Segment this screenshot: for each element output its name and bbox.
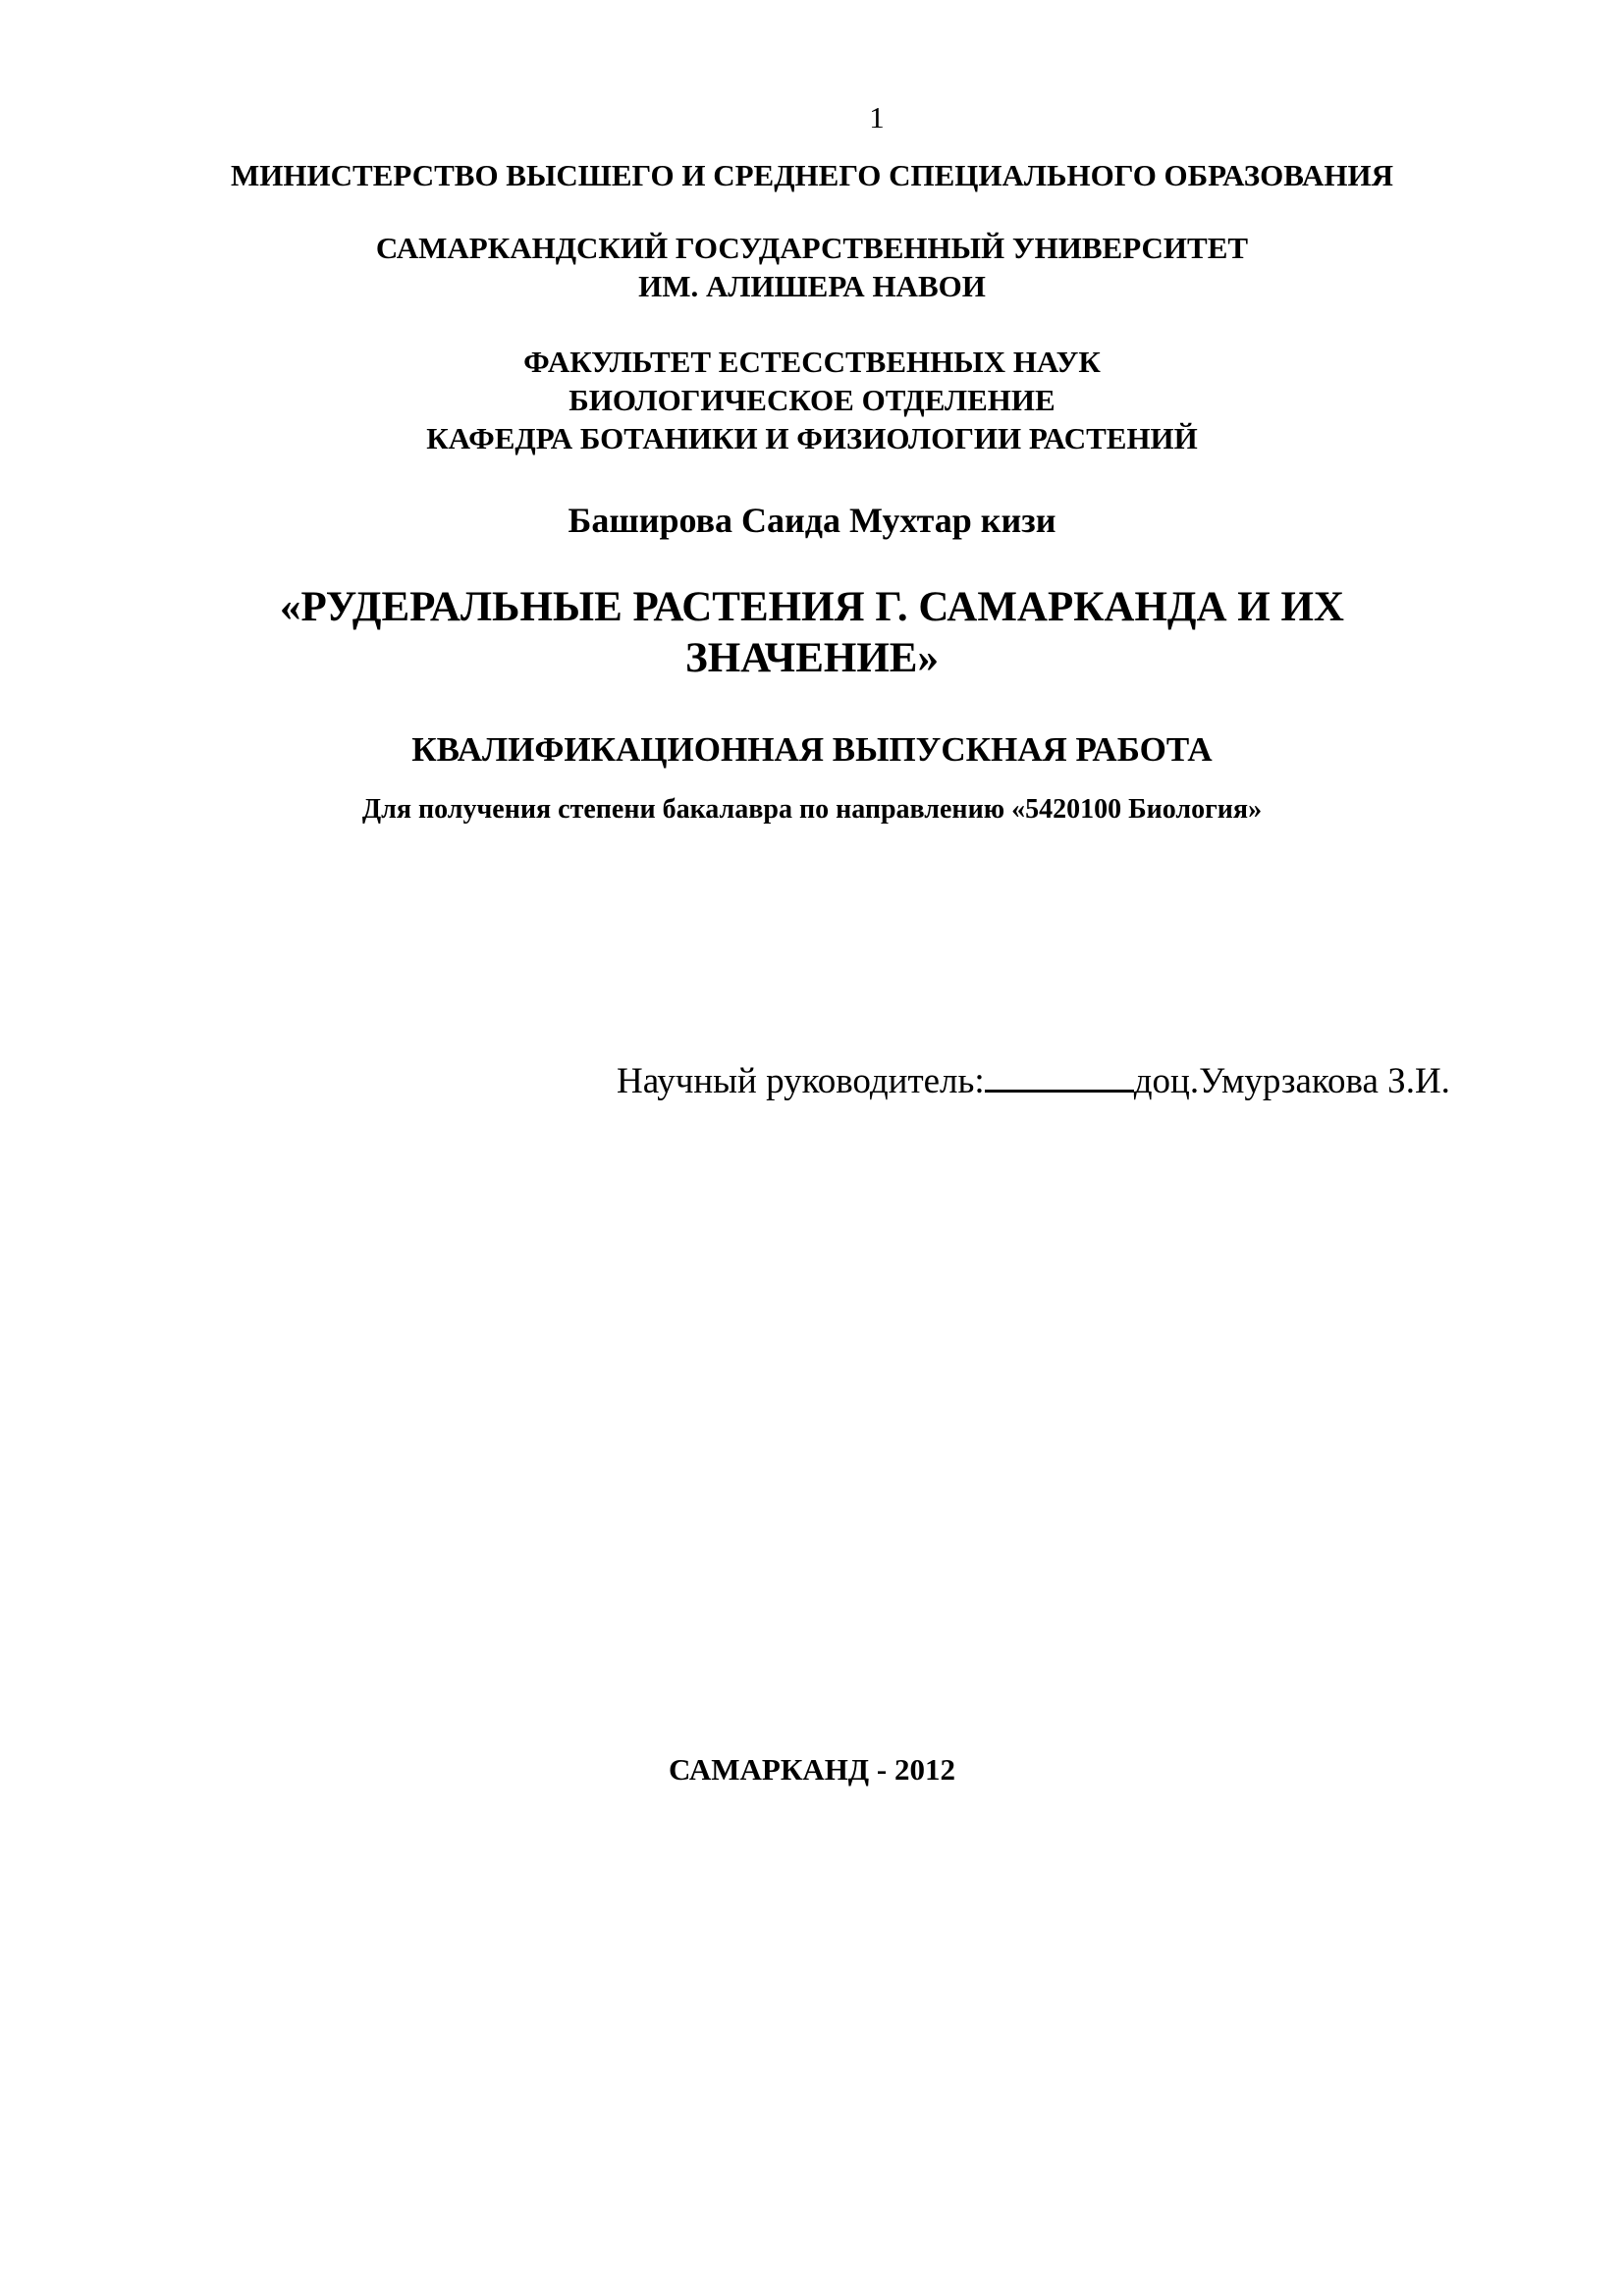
university-name-line-2: ИМ. АЛИШЕРА НАВОИ <box>638 269 986 303</box>
supervisor-label: Научный руководитель: <box>617 1061 985 1101</box>
work-type: КВАЛИФИКАЦИОННАЯ ВЫПУСКНАЯ РАБОТА <box>411 730 1213 769</box>
signature-blank <box>985 1060 1134 1093</box>
author-name: Баширова Саида Мухтар кизи <box>568 501 1056 540</box>
city-year: САМАРКАНД - 2012 <box>669 1752 955 1787</box>
degree-line: Для получения степени бакалавра по направлению «5420100 Биология» <box>361 794 1263 825</box>
supervisor-name: доц.Умурзакова З.И. <box>1133 1061 1450 1101</box>
department-name: БИОЛОГИЧЕСКОЕ ОТДЕЛЕНИЕ <box>568 383 1056 417</box>
faculty-name: ФАКУЛЬТЕТ ЕСТЕССТВЕННЫХ НАУК <box>523 345 1101 379</box>
thesis-title-line-1: «РУДЕРАЛЬНЫЕ РАСТЕНИЯ Г. САМАРКАНДА И ИХ <box>280 584 1344 630</box>
ministry-heading: МИНИСТЕРСТВО ВЫСШЕГО И СРЕДНЕГО СПЕЦИАЛЬНОГО ОБРАЗОВАНИЯ <box>231 158 1393 192</box>
page-number: 1 <box>869 100 885 134</box>
university-name-line-1: САМАРКАНДСКИЙ ГОСУДАРСТВЕННЫЙ УНИВЕРСИТЕТ <box>375 231 1249 265</box>
thesis-title-line-2: ЗНАЧЕНИЕ» <box>685 635 939 681</box>
supervisor-line <box>617 1060 1450 1099</box>
chair-name: КАФЕДРА БОТАНИКИ И ФИЗИОЛОГИИ РАСТЕНИЙ <box>426 421 1198 455</box>
